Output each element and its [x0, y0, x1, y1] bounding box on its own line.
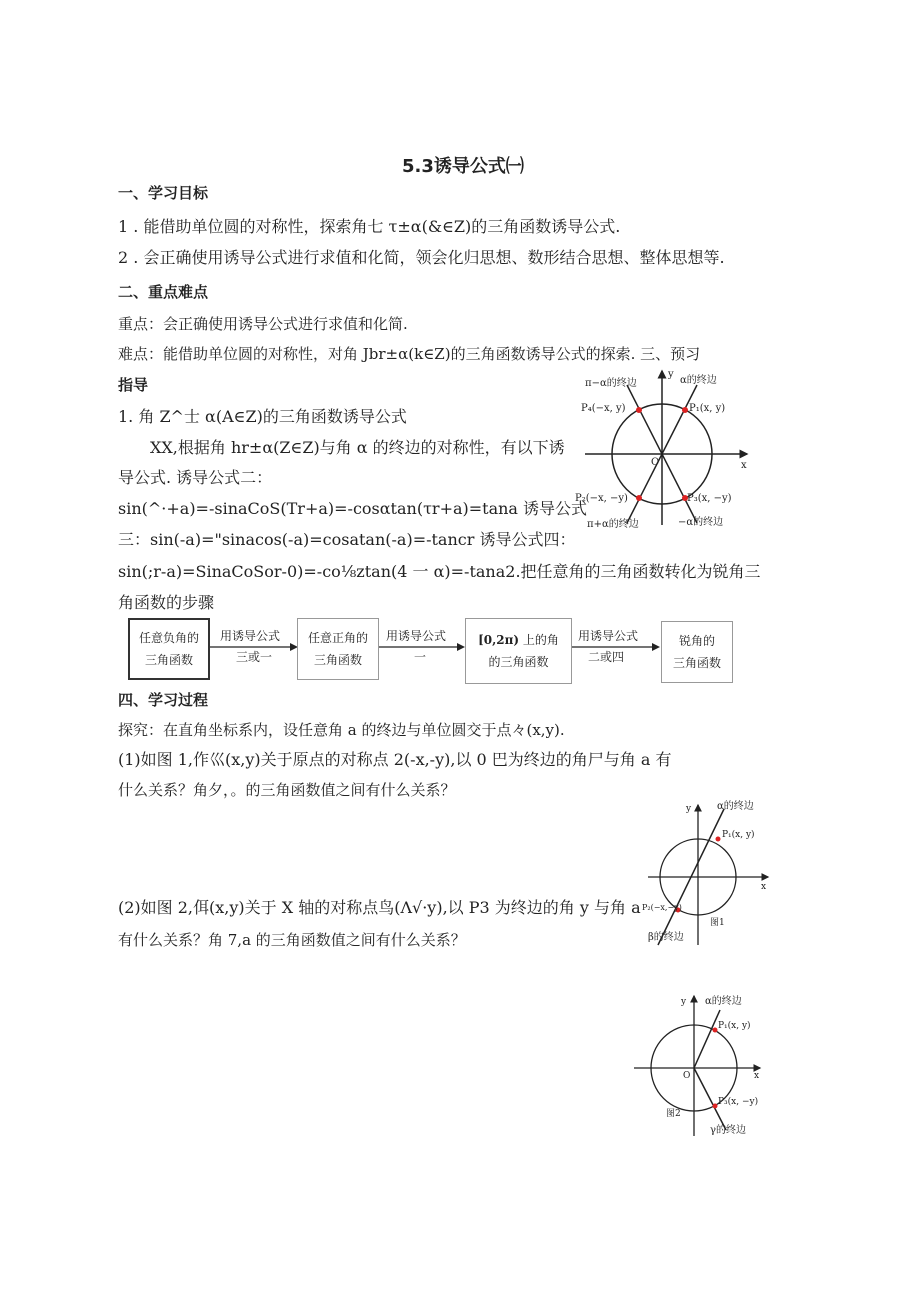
formula-line-4: 角函数的步骤 — [118, 593, 215, 612]
flow-arrow-2-top: 用诱导公式 — [386, 629, 447, 643]
figure-2-diagram — [630, 990, 770, 1140]
fig2-alpha-line — [694, 1010, 720, 1068]
point-p1 — [682, 407, 688, 413]
label-p3: P₃(x, −y) — [687, 493, 732, 504]
flow-box-positive-angle — [297, 618, 379, 680]
label-neg-alpha: −α的终边 — [678, 517, 724, 528]
flow-box-1-line-2: 三角函数 — [144, 653, 193, 667]
label-p1: P₁(x, y) — [689, 403, 726, 414]
fig2-label-gamma: γ的终边 — [710, 1125, 746, 1136]
key-point-text: 重点：会正确使用诱导公式进行求值和化简. — [118, 315, 408, 333]
fig2-axis-y: y — [681, 997, 687, 1007]
formula-line-1: sin(^·+a)=-sinaCoS(Tr+a)=-cosαtan(τr+a)=tana 诱导公式 — [118, 499, 588, 518]
page-title: 5.3诱导公式㈠ — [402, 156, 524, 177]
unit-circle-diagram — [565, 365, 760, 535]
flow-box-2-line-2: 三角函数 — [313, 653, 362, 667]
fig2-label-p3: P₃(x, −y) — [718, 1097, 759, 1107]
flow-box-4-line-2: 三角函数 — [672, 656, 721, 670]
flow-box-1-line-1: 任意负角的 — [138, 631, 199, 645]
fig1-caption: 图1 — [710, 918, 725, 928]
label-pi-minus-alpha: π−α的终边 — [585, 378, 637, 389]
flow-box-3-line-2: 的三角函数 — [488, 655, 549, 669]
figure-1-diagram — [640, 797, 775, 947]
fig1-label-p1: P₁(x, y) — [722, 830, 755, 840]
fig2-point-p3 — [713, 1104, 718, 1109]
flow-arrow-3-bottom: 二或四 — [588, 650, 625, 664]
formula-line-3: sin(;r-a)=SinaCoSor-0)=-co⅛ztan(4 一 α)=-tana2.把任意角的三角函数转化为锐角三 — [118, 562, 761, 581]
flow-arrow-1-top: 用诱导公式 — [220, 629, 281, 643]
fig1-axis-x: x — [761, 882, 767, 892]
flow-box-4-line-1: 锐角的 — [678, 634, 715, 648]
formula-line-2: 三：sin(-a)="sinacos(-a)=cosatan(-a)=-tancr 诱导公式四： — [118, 530, 576, 549]
origin-label: O — [651, 457, 660, 468]
explore-text: 探究：在直角坐标系内，设任意角 a 的终边与单位圆交于点々(x,y). — [118, 721, 565, 739]
fig1-point-p1 — [716, 837, 721, 842]
point-p4 — [636, 407, 642, 413]
flow-arrow-2-bottom: 一 — [414, 650, 427, 664]
axis-y-label: y — [668, 369, 674, 380]
fig1-label-p2: P₂(−x,−y) — [642, 903, 682, 912]
symmetry-text-2: 导公式. 诱导公式二： — [118, 468, 273, 487]
label-alpha-terminal: α的终边 — [680, 375, 717, 386]
goal-item-1: 1 . 能借助单位圆的对称性，探索角七 τ±α(&∈Z)的三角函数诱导公式. — [118, 217, 621, 236]
flow-box-3-line-1: 上的角 — [522, 633, 559, 647]
flow-arrow-1-bottom: 三或一 — [236, 650, 273, 664]
axis-x-label: x — [741, 460, 747, 471]
difficulty-text: 难点：能借助单位圆的对称性，对角 Jbr±α(k∈Z)的三角函数诱导公式的探索. 三、预习 — [118, 345, 701, 363]
fig2-label-alpha: α的终边 — [705, 996, 742, 1007]
section-heading-key-points: 二、重点难点 — [118, 283, 209, 301]
label-p2: P₂(−x, −y) — [575, 493, 628, 504]
fig1-label-alpha: α的终边 — [717, 801, 754, 812]
fig2-origin: O — [683, 1071, 691, 1081]
section-heading-process: 四、学习过程 — [118, 691, 209, 709]
section-heading-preview: 指导 — [118, 376, 149, 394]
fig2-label-p1: P₁(x, y) — [718, 1021, 751, 1031]
fig2-axis-x: x — [754, 1071, 760, 1081]
flow-box-negative-angle — [128, 618, 210, 680]
section-heading-goals: 一、学习目标 — [118, 184, 209, 202]
label-p4: P₄(−x, y) — [581, 403, 626, 414]
question-1-line-1: (1)如图 1,作巛(x,y)关于原点的对称点 2(-x,-y),以 0 巴为终边的角尸与角 a 有 — [118, 750, 672, 769]
point-p2 — [636, 495, 642, 501]
fig2-caption: 图2 — [666, 1109, 681, 1119]
fig2-point-p1 — [713, 1028, 718, 1033]
label-pi-plus-alpha: π+α的终边 — [587, 519, 639, 530]
question-1-line-2: 什么关系？角夕，。的三角函数值之间有什么关系？ — [118, 781, 456, 799]
flow-arrow-3-top: 用诱导公式 — [578, 629, 639, 643]
symmetry-text-1: XX,根据角 hr±α(Z∈Z)与角 α 的终边的对称性，有以下诱 — [150, 438, 565, 457]
flow-box-3-range: [0,2π) — [478, 633, 520, 647]
fig1-label-beta: β的终边 — [648, 932, 684, 943]
question-2-line-1: (2)如图 2,佴(x,y)关于 X 轴的对称点鸟(Λ√·y),以 P3 为终边的角 y 与角 a — [118, 898, 641, 917]
fig1-axis-y: y — [686, 804, 692, 814]
flow-box-range-angle — [465, 618, 572, 684]
goal-item-2: 2 . 会正确使用诱导公式进行求值和化简，领会化归思想、数形结合思想、整体思想等. — [118, 248, 725, 267]
formula-intro: 1. 角 Z^士 α(A∈Z)的三角函数诱导公式 — [118, 407, 407, 426]
question-2-line-2: 有什么关系？角 7,a 的三角函数值之间有什么关系？ — [118, 931, 466, 949]
flow-box-acute-angle — [661, 621, 733, 683]
flow-box-2-line-1: 任意正角的 — [307, 631, 368, 645]
